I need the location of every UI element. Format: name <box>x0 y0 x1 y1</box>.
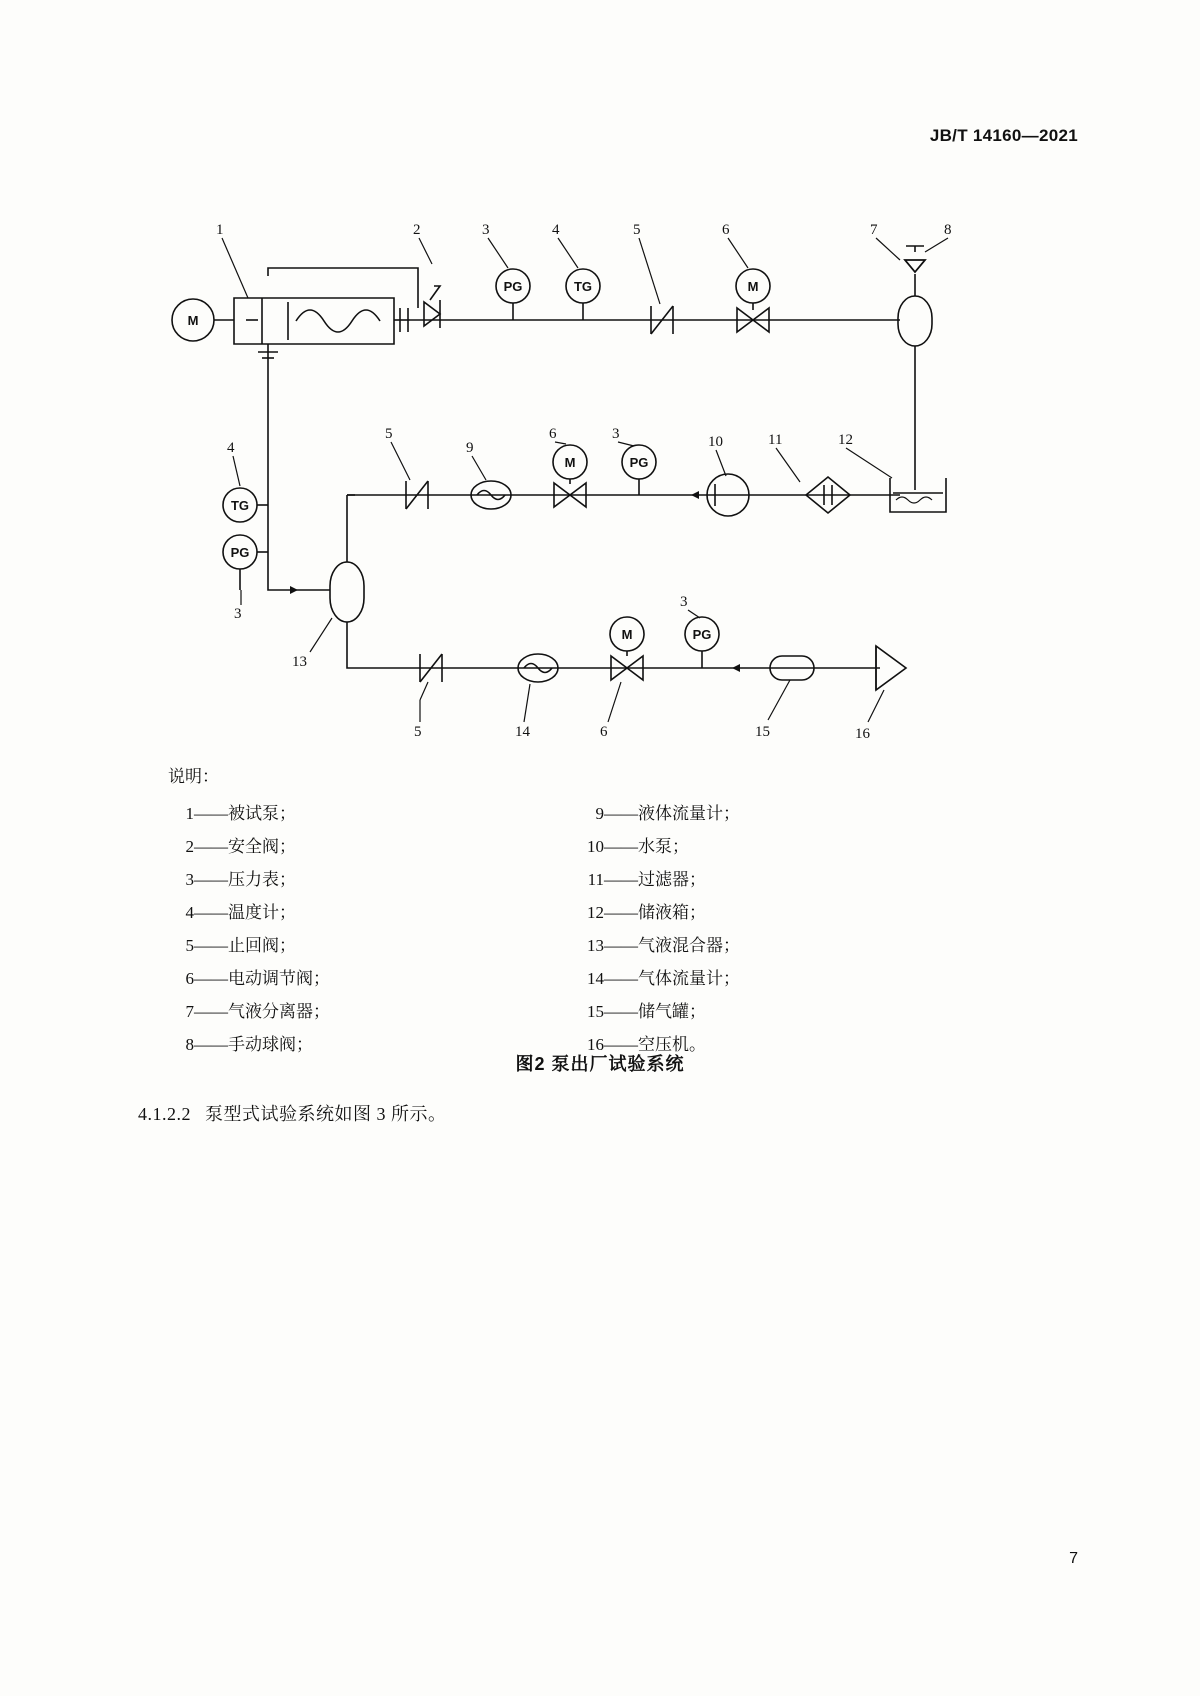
legend-item-text: 被试泵； <box>228 804 296 823</box>
legend-item-number: 8 <box>185 1035 194 1054</box>
legend-item-number: 12 <box>587 903 604 922</box>
svg-text:PG: PG <box>230 545 250 560</box>
figure-legend <box>168 760 868 1054</box>
pressure-gauge-mid-right <box>622 445 656 495</box>
legend-item <box>578 797 898 830</box>
callout-group-middle <box>227 426 892 670</box>
svg-text:3: 3 <box>680 594 688 610</box>
legend-item <box>578 962 898 995</box>
svg-text:PG: PG <box>503 279 523 294</box>
legend-item-number: 16 <box>587 1035 604 1054</box>
legend-separator: —— <box>604 936 638 955</box>
svg-text:7: 7 <box>870 222 878 238</box>
legend-item <box>168 929 488 962</box>
svg-text:15: 15 <box>755 724 770 740</box>
gas-flow-meter <box>518 654 558 682</box>
legend-separator: —— <box>194 936 228 955</box>
svg-text:4: 4 <box>552 222 560 238</box>
legend-separator: —— <box>194 969 228 988</box>
legend-item <box>168 830 488 863</box>
legend-item-text: 气体流量计； <box>638 969 740 988</box>
figure-pump-factory-test-system <box>0 190 1200 760</box>
legend-item <box>168 797 488 830</box>
legend-item-number: 4 <box>185 903 194 922</box>
legend-item-text: 气液混合器； <box>638 936 740 955</box>
legend-item <box>168 962 488 995</box>
svg-text:M: M <box>187 313 199 328</box>
svg-text:12: 12 <box>838 432 853 448</box>
legend-item-number: 14 <box>587 969 604 988</box>
svg-text:6: 6 <box>600 724 608 740</box>
legend-item <box>578 863 898 896</box>
pressure-gauge-mid <box>223 535 268 590</box>
svg-text:13: 13 <box>292 654 307 670</box>
air-compressor <box>876 646 906 690</box>
legend-separator: —— <box>604 1002 638 1021</box>
legend-item-text: 止回阀； <box>228 936 296 955</box>
svg-text:3: 3 <box>612 426 620 442</box>
legend-item-text: 水泵； <box>638 837 689 856</box>
svg-text:5: 5 <box>385 426 393 442</box>
svg-text:6: 6 <box>549 426 557 442</box>
legend-item-number: 9 <box>595 804 604 823</box>
svg-text:11: 11 <box>768 432 783 448</box>
motorized-control-valve-top <box>736 269 770 332</box>
test-pump-body <box>214 298 410 358</box>
legend-item-text: 电动调节阀； <box>228 969 330 988</box>
thermometer-mid <box>223 488 268 522</box>
legend-item-number: 3 <box>185 870 194 889</box>
legend-item-text: 温度计； <box>228 903 296 922</box>
legend-item <box>578 830 898 863</box>
svg-text:10: 10 <box>708 434 723 450</box>
legend-item <box>578 995 898 1028</box>
pressure-gauge-bottom <box>685 617 719 668</box>
legend-item <box>168 863 488 896</box>
legend-item-text: 储气罐； <box>638 1002 706 1021</box>
legend-item-text: 安全阀； <box>228 837 296 856</box>
legend-item-number: 5 <box>185 936 194 955</box>
legend-separator: —— <box>604 1035 638 1054</box>
section-text: 泵型式试验系统如图 3 所示。 <box>205 1104 447 1124</box>
legend-item-number: 15 <box>587 1002 604 1021</box>
legend-item-text: 压力表； <box>228 870 296 889</box>
thermometer-top <box>566 269 600 320</box>
legend-separator: —— <box>194 870 228 889</box>
svg-text:5: 5 <box>414 724 422 740</box>
svg-text:8: 8 <box>944 222 952 238</box>
legend-item-number: 7 <box>185 1002 194 1021</box>
svg-text:2: 2 <box>413 222 421 238</box>
pressure-gauge-top <box>496 269 530 320</box>
legend-item <box>578 896 898 929</box>
legend-item <box>578 929 898 962</box>
mixer-inlet-pipe <box>268 558 330 590</box>
motorized-control-valve-bottom <box>610 617 644 680</box>
svg-text:TG: TG <box>573 279 593 294</box>
legend-title: 说明： <box>168 767 219 786</box>
legend-item-number: 10 <box>587 837 604 856</box>
legend-item-number: 11 <box>587 870 604 889</box>
legend-item-number: 1 <box>185 804 194 823</box>
figure-caption: 图2 泵出厂试验系统 <box>515 1054 685 1074</box>
legend-separator: —— <box>194 837 228 856</box>
legend-item-text: 气液分离器； <box>228 1002 330 1021</box>
legend-item-number: 13 <box>587 936 604 955</box>
legend-item-text: 空压机。 <box>638 1035 706 1054</box>
motor-symbol-top <box>172 299 214 341</box>
svg-text:M: M <box>621 627 633 642</box>
legend-column-right <box>578 797 898 1061</box>
legend-separator: —— <box>604 903 638 922</box>
svg-text:3: 3 <box>482 222 490 238</box>
svg-text:3: 3 <box>234 606 242 622</box>
svg-text:4: 4 <box>227 440 235 456</box>
legend-item <box>168 896 488 929</box>
motorized-control-valve-mid <box>553 445 587 507</box>
svg-text:9: 9 <box>466 440 474 456</box>
legend-separator: —— <box>194 1035 228 1054</box>
legend-item-text: 手动球阀； <box>228 1035 313 1054</box>
legend-separator: —— <box>604 837 638 856</box>
legend-separator: —— <box>604 969 638 988</box>
legend-separator: —— <box>604 870 638 889</box>
svg-text:5: 5 <box>633 222 641 238</box>
legend-separator: —— <box>604 804 638 823</box>
liquid-flow-meter <box>471 481 511 509</box>
legend-column-left <box>168 797 488 1061</box>
legend-separator: —— <box>194 903 228 922</box>
legend-item-number: 2 <box>185 837 194 856</box>
legend-item <box>168 995 488 1028</box>
svg-text:PG: PG <box>692 627 712 642</box>
body-paragraph <box>138 1100 447 1126</box>
svg-text:1: 1 <box>216 222 224 238</box>
gas-liquid-mixer <box>330 495 364 622</box>
svg-text:PG: PG <box>629 455 649 470</box>
svg-text:14: 14 <box>515 724 530 740</box>
page-number: 7 <box>1069 1550 1078 1567</box>
legend-item-text: 储液箱； <box>638 903 706 922</box>
legend-separator: —— <box>194 804 228 823</box>
svg-text:16: 16 <box>855 726 870 742</box>
legend-item-text: 液体流量计； <box>638 804 740 823</box>
legend-item-number: 6 <box>185 969 194 988</box>
gas-liquid-separator <box>898 246 932 490</box>
svg-text:TG: TG <box>230 498 250 513</box>
svg-text:M: M <box>747 279 759 294</box>
legend-item-text: 过滤器； <box>638 870 706 889</box>
page-header-standard-code: JB/T 14160—2021 <box>929 126 1078 145</box>
svg-text:M: M <box>564 455 576 470</box>
section-number: 4.1.2.2 <box>138 1104 191 1124</box>
legend-separator: —— <box>194 1002 228 1021</box>
svg-text:6: 6 <box>722 222 730 238</box>
